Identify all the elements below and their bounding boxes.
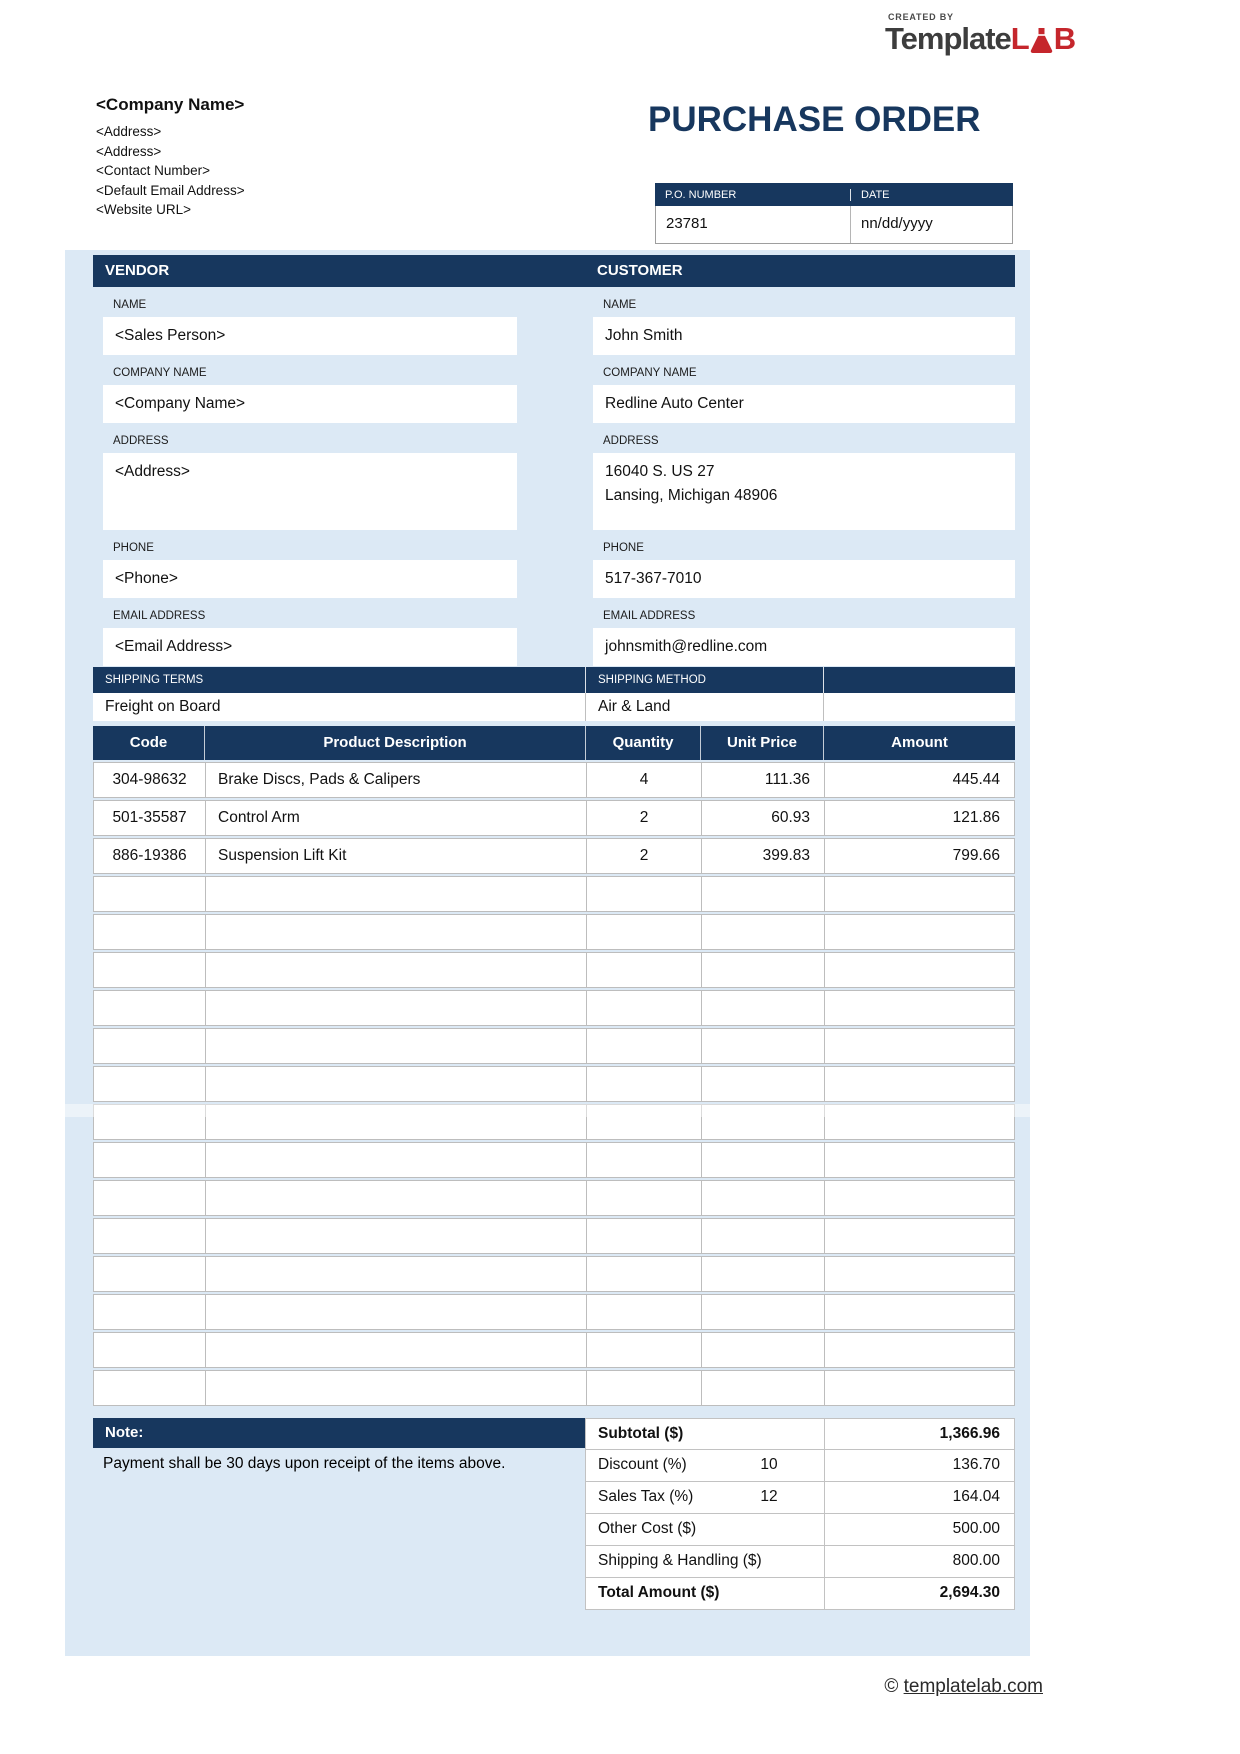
sender-default-email: <Default Email Address> <box>96 182 245 198</box>
subtotal-amount: 1,366.96 <box>824 1419 1014 1449</box>
items-empty-cell[interactable] <box>586 1295 701 1329</box>
items-empty-cell[interactable] <box>586 1257 701 1291</box>
items-empty-cell[interactable] <box>586 1067 701 1101</box>
col-header-code: Code <box>129 734 168 751</box>
items-empty-cell[interactable] <box>586 1219 701 1253</box>
items-row-2 <box>93 800 1015 836</box>
po-meta-header <box>655 183 1013 206</box>
items-empty-row <box>93 914 1015 950</box>
sender-company-block <box>96 95 426 220</box>
vendor-address-field[interactable]: <Address> <box>103 453 517 530</box>
items-empty-cell[interactable] <box>94 915 205 949</box>
items-empty-cell[interactable] <box>586 953 701 987</box>
po-number-label: P.O. NUMBER <box>665 188 737 201</box>
items-empty-cell[interactable] <box>205 1371 586 1405</box>
item-description-cell[interactable]: Brake Discs, Pads & Calipers <box>205 763 586 797</box>
items-empty-row <box>93 1104 1015 1140</box>
items-empty-cell[interactable] <box>701 1371 824 1405</box>
items-empty-row <box>93 1294 1015 1330</box>
shipping-value-row <box>93 693 1015 721</box>
col-header-amount: Amount <box>823 726 1015 760</box>
items-empty-cell[interactable] <box>205 1333 586 1367</box>
items-empty-cell[interactable] <box>824 1143 1014 1177</box>
customer-address-line1: 16040 S. US 27 <box>605 463 715 480</box>
items-empty-cell[interactable] <box>824 1067 1014 1101</box>
items-empty-row <box>93 1066 1015 1102</box>
items-empty-cell[interactable] <box>701 1029 824 1063</box>
customer-section-header: CUSTOMER <box>597 262 683 279</box>
sales-tax-amount: 164.04 <box>824 1482 1014 1513</box>
items-empty-row <box>93 1142 1015 1178</box>
items-row-3 <box>93 838 1015 874</box>
items-empty-cell[interactable] <box>205 1295 586 1329</box>
item-quantity-cell[interactable]: 4 <box>586 763 701 797</box>
items-empty-cell[interactable] <box>205 1181 586 1215</box>
other-cost-amount[interactable]: 500.00 <box>824 1514 1014 1545</box>
items-empty-row <box>93 952 1015 988</box>
items-empty-cell[interactable] <box>824 1029 1014 1063</box>
po-date-label: DATE <box>850 189 1013 201</box>
items-empty-cell[interactable] <box>701 1067 824 1101</box>
items-empty-cell[interactable] <box>205 953 586 987</box>
items-empty-row <box>93 1180 1015 1216</box>
customer-address-field[interactable] <box>593 453 1015 530</box>
customer-phone-field[interactable]: 517-367-7010 <box>593 560 1015 598</box>
customer-company-field[interactable]: Redline Auto Center <box>593 385 1015 423</box>
logo-lab-b: B <box>1053 21 1076 56</box>
items-empty-cell[interactable] <box>94 1181 205 1215</box>
shipping-handling-rate <box>762 1546 824 1577</box>
items-empty-cell[interactable] <box>205 1067 586 1101</box>
item-description-cell[interactable]: Control Arm <box>205 801 586 835</box>
shipping-method-label: SHIPPING METHOD <box>585 667 823 693</box>
total-amount-value: 2,694.30 <box>824 1578 1014 1609</box>
subtotal-rate <box>714 1419 824 1449</box>
items-table <box>93 726 1015 1406</box>
items-empty-cell[interactable] <box>94 991 205 1025</box>
discount-row <box>585 1450 1015 1482</box>
items-empty-cell[interactable] <box>205 991 586 1025</box>
items-empty-cell[interactable] <box>824 991 1014 1025</box>
items-empty-cell[interactable] <box>586 1181 701 1215</box>
shipping-header-row <box>93 667 1015 693</box>
discount-amount: 136.70 <box>824 1450 1014 1481</box>
items-empty-rows <box>93 876 1015 1406</box>
customer-column <box>593 290 1015 666</box>
items-empty-row <box>93 1218 1015 1254</box>
logo-template-text: Template <box>885 21 1011 56</box>
items-empty-cell[interactable] <box>94 1333 205 1367</box>
vendor-name-field[interactable]: <Sales Person> <box>103 317 517 355</box>
vendor-name-label: NAME <box>113 299 147 311</box>
shipping-header-empty-cell <box>823 667 1015 693</box>
items-empty-cell[interactable] <box>824 915 1014 949</box>
vendor-section-header: VENDOR <box>105 262 170 279</box>
sender-website-url: <Website URL> <box>96 202 192 217</box>
vendor-company-field[interactable]: <Company Name> <box>103 385 517 423</box>
items-empty-cell[interactable] <box>824 877 1014 911</box>
items-empty-row <box>93 1256 1015 1292</box>
total-amount-row <box>585 1578 1015 1610</box>
copyright-symbol: © <box>884 1676 899 1697</box>
customer-address-label: ADDRESS <box>603 435 659 447</box>
customer-name-field[interactable]: John Smith <box>593 317 1015 355</box>
items-empty-cell[interactable] <box>94 1143 205 1177</box>
items-empty-cell[interactable] <box>94 1257 205 1291</box>
discount-label: Discount (%) <box>598 1456 687 1473</box>
note-header: Note: <box>93 1418 585 1448</box>
po-meta-values <box>655 206 1013 244</box>
items-header-row <box>93 726 1015 760</box>
other-cost-rate <box>714 1514 824 1545</box>
vendor-email-field[interactable]: <Email Address> <box>103 628 517 666</box>
item-description-cell[interactable]: Suspension Lift Kit <box>205 839 586 873</box>
sender-address-line-2: <Address> <box>96 143 162 159</box>
item-amount-cell: 121.86 <box>824 801 1014 835</box>
customer-address-line2: Lansing, Michigan 48906 <box>605 487 778 504</box>
items-empty-cell[interactable] <box>701 1143 824 1177</box>
other-cost-row <box>585 1514 1015 1546</box>
items-empty-cell[interactable] <box>586 1333 701 1367</box>
shipping-handling-amount[interactable]: 800.00 <box>824 1546 1014 1577</box>
items-empty-cell[interactable] <box>701 1333 824 1367</box>
po-number-field[interactable]: 23781 <box>656 206 851 243</box>
items-empty-cell[interactable] <box>701 1257 824 1291</box>
items-empty-cell[interactable] <box>94 1371 205 1405</box>
items-empty-cell[interactable] <box>824 1333 1014 1367</box>
sender-address-line-1: <Address> <box>96 124 162 139</box>
item-code-cell[interactable]: 304-98632 <box>112 771 187 788</box>
templatelab-logo <box>885 12 1100 54</box>
items-empty-cell[interactable] <box>824 1371 1014 1405</box>
subtotal-label: Subtotal ($) <box>598 1425 684 1442</box>
items-empty-cell[interactable] <box>701 1181 824 1215</box>
logo-created-by: CREATED BY <box>888 12 954 22</box>
po-meta-table <box>655 183 1013 244</box>
items-empty-cell[interactable] <box>205 1029 586 1063</box>
items-empty-cell[interactable] <box>586 991 701 1025</box>
items-empty-cell[interactable] <box>701 1295 824 1329</box>
items-empty-cell[interactable] <box>824 1105 1014 1139</box>
col-header-quantity: Quantity <box>585 726 700 760</box>
item-quantity-cell[interactable]: 2 <box>586 801 701 835</box>
items-empty-cell[interactable] <box>205 1257 586 1291</box>
items-empty-cell[interactable] <box>205 1105 586 1139</box>
items-empty-cell[interactable] <box>205 915 586 949</box>
page-title: PURCHASE ORDER <box>648 100 981 139</box>
items-row-1 <box>93 762 1015 798</box>
logo-lab-l: L <box>1010 21 1029 56</box>
vendor-phone-field[interactable]: <Phone> <box>103 560 517 598</box>
item-amount-cell: 799.66 <box>824 839 1014 873</box>
sales-tax-rate-field[interactable]: 12 <box>760 1488 778 1505</box>
shipping-handling-row <box>585 1546 1015 1578</box>
form-panel <box>65 250 1030 1656</box>
items-empty-cell[interactable] <box>205 1143 586 1177</box>
sender-contact-number: <Contact Number> <box>96 163 211 178</box>
sales-tax-row <box>585 1482 1015 1514</box>
items-empty-cell[interactable] <box>701 915 824 949</box>
items-empty-cell[interactable] <box>586 1371 701 1405</box>
other-cost-label: Other Cost ($) <box>598 1520 697 1537</box>
items-empty-row <box>93 1370 1015 1406</box>
items-empty-cell[interactable] <box>94 877 205 911</box>
footer <box>884 1676 1043 1698</box>
total-amount-rate <box>719 1578 824 1609</box>
vendor-company-label: COMPANY NAME <box>113 367 207 379</box>
item-unit-price-cell[interactable]: 111.36 <box>701 763 824 797</box>
items-empty-cell[interactable] <box>94 1067 205 1101</box>
shipping-empty-field[interactable] <box>823 693 1015 721</box>
po-date-field[interactable]: nn/dd/yyyy <box>861 215 933 232</box>
vendor-email-label: EMAIL ADDRESS <box>113 610 206 622</box>
items-empty-cell[interactable] <box>701 1105 824 1139</box>
total-amount-label: Total Amount ($) <box>598 1584 720 1601</box>
templatelab-link[interactable]: templatelab.com <box>903 1676 1043 1697</box>
items-empty-cell[interactable] <box>701 877 824 911</box>
vendor-customer-bar <box>93 255 1015 287</box>
sender-company-name: <Company Name> <box>96 95 245 114</box>
items-empty-cell[interactable] <box>586 1105 701 1139</box>
shipping-section <box>93 667 1015 721</box>
items-empty-cell[interactable] <box>205 1219 586 1253</box>
shipping-handling-label: Shipping & Handling ($) <box>598 1552 762 1569</box>
items-empty-cell[interactable] <box>205 877 586 911</box>
items-empty-cell[interactable] <box>824 1257 1014 1291</box>
items-empty-cell[interactable] <box>94 1219 205 1253</box>
items-empty-cell[interactable] <box>586 1143 701 1177</box>
vendor-column <box>103 290 517 666</box>
item-quantity-cell[interactable]: 2 <box>586 839 701 873</box>
items-empty-cell[interactable] <box>824 953 1014 987</box>
logo-brand <box>885 23 1100 54</box>
subtotal-row <box>585 1418 1015 1450</box>
col-header-unit-price: Unit Price <box>700 726 823 760</box>
item-unit-price-cell[interactable]: 399.83 <box>701 839 824 873</box>
col-header-description: Product Description <box>204 726 585 760</box>
item-code-cell[interactable]: 501-35587 <box>112 809 187 826</box>
items-empty-cell[interactable] <box>824 1219 1014 1253</box>
customer-company-label: COMPANY NAME <box>603 367 697 379</box>
items-empty-cell[interactable] <box>586 877 701 911</box>
items-empty-cell[interactable] <box>94 1029 205 1063</box>
shipping-terms-label: SHIPPING TERMS <box>105 674 204 686</box>
item-amount-cell: 445.44 <box>824 763 1014 797</box>
items-empty-row <box>93 1332 1015 1368</box>
items-empty-cell[interactable] <box>586 915 701 949</box>
items-empty-row <box>93 1028 1015 1064</box>
item-code-cell[interactable]: 886-19386 <box>112 847 187 864</box>
note-text: Payment shall be 30 days upon receipt of the items above. <box>103 1455 506 1472</box>
flask-icon <box>1030 27 1053 53</box>
vendor-address-label: ADDRESS <box>113 435 169 447</box>
items-empty-cell[interactable] <box>94 953 205 987</box>
items-empty-cell[interactable] <box>701 1219 824 1253</box>
items-empty-cell[interactable] <box>94 1295 205 1329</box>
logo-lab-text <box>1011 23 1075 54</box>
items-empty-cell[interactable] <box>586 1029 701 1063</box>
items-empty-row <box>93 990 1015 1026</box>
items-empty-cell[interactable] <box>824 1181 1014 1215</box>
customer-email-field[interactable]: johnsmith@redline.com <box>593 628 1015 666</box>
items-empty-cell[interactable] <box>824 1295 1014 1329</box>
items-empty-row <box>93 876 1015 912</box>
vendor-phone-label: PHONE <box>113 542 154 554</box>
items-empty-cell[interactable] <box>701 953 824 987</box>
customer-name-label: NAME <box>603 299 637 311</box>
totals-table <box>585 1418 1015 1610</box>
items-empty-cell[interactable] <box>94 1105 205 1139</box>
shipping-method-field[interactable]: Air & Land <box>585 693 823 721</box>
sales-tax-label: Sales Tax (%) <box>598 1488 694 1505</box>
items-empty-cell[interactable] <box>701 991 824 1025</box>
customer-phone-label: PHONE <box>603 542 644 554</box>
customer-email-label: EMAIL ADDRESS <box>603 610 696 622</box>
discount-rate-field[interactable]: 10 <box>760 1456 778 1473</box>
item-unit-price-cell[interactable]: 60.93 <box>701 801 824 835</box>
shipping-terms-field[interactable]: Freight on Board <box>105 698 221 715</box>
